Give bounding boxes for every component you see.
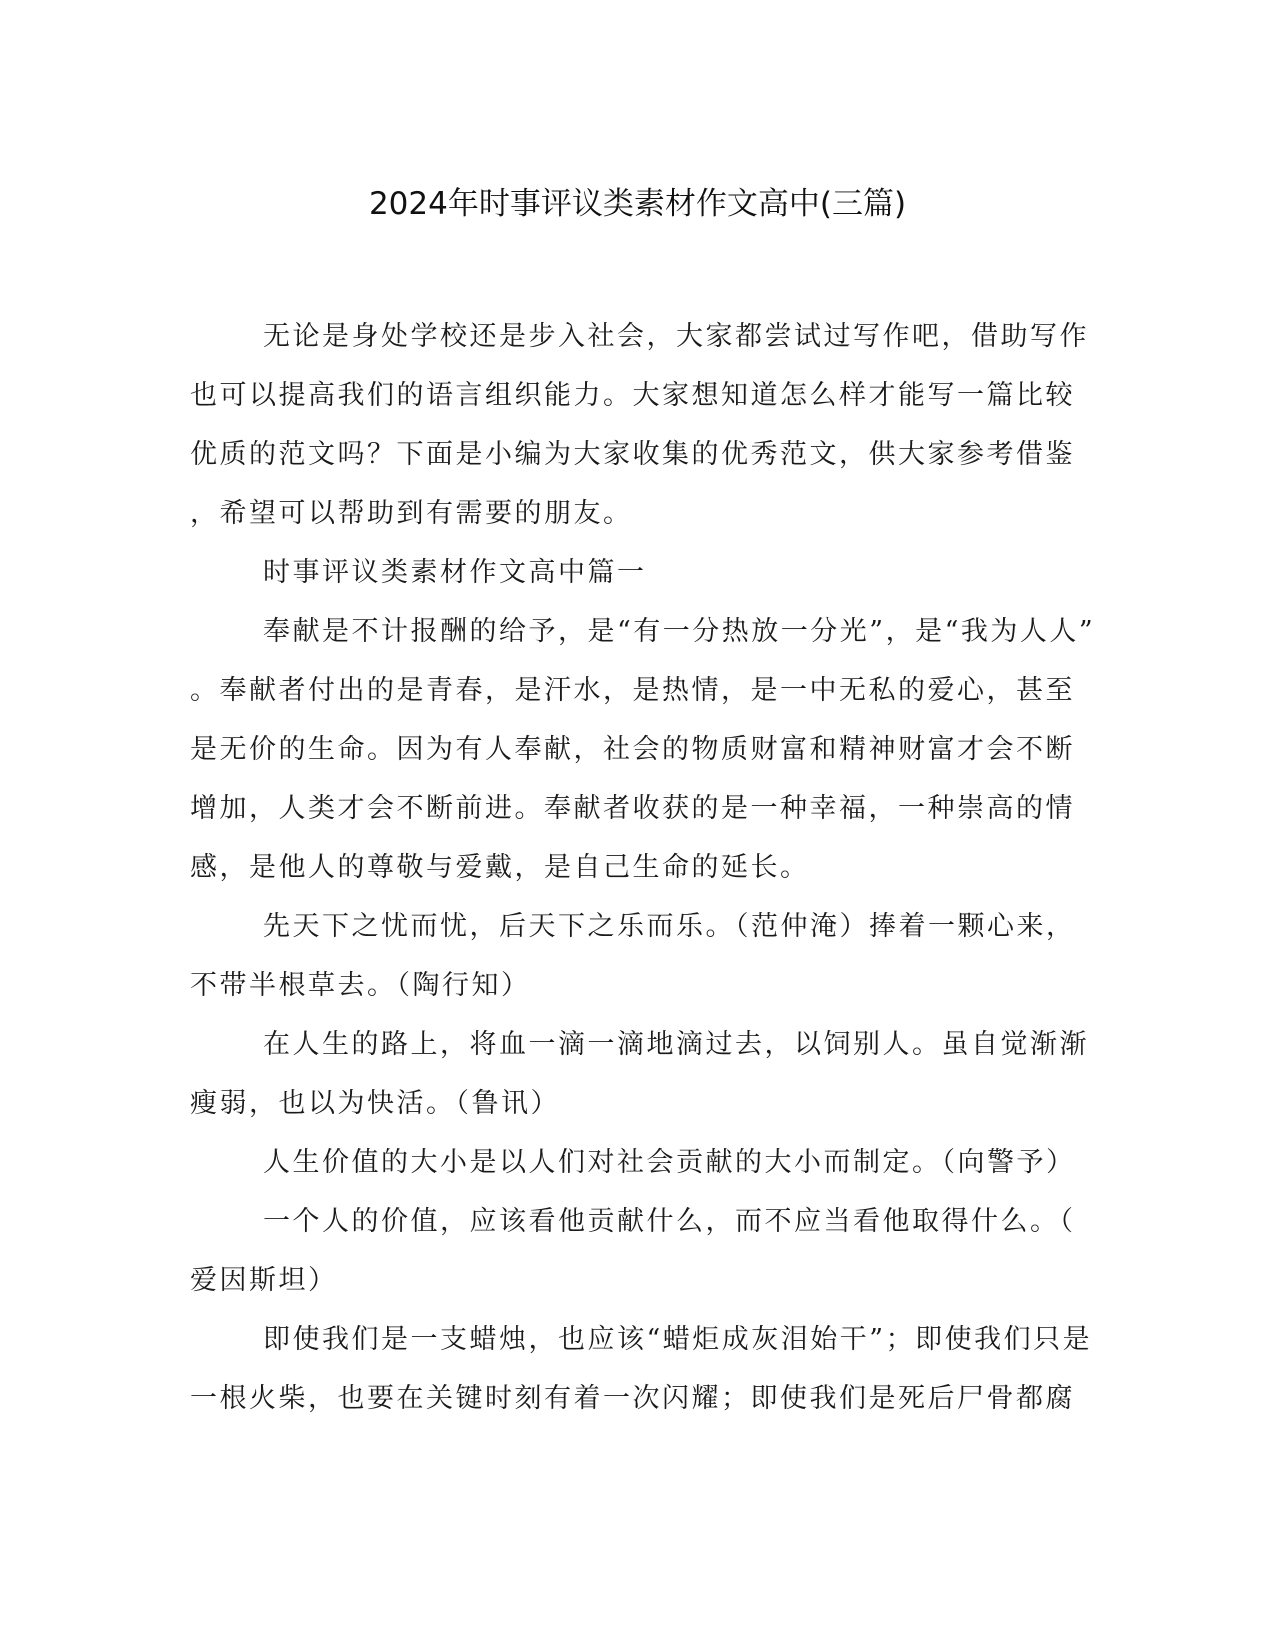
paragraph-line: 也可以提高我们的语言组织能力。大家想知道怎么样才能写一篇比较 xyxy=(190,380,1075,411)
paragraph-line: 爱因斯坦） xyxy=(190,1265,338,1296)
paragraph-line: 优质的范文吗？下面是小编为大家收集的优秀范文，供大家参考借鉴 xyxy=(190,439,1075,470)
paragraph-line: 无论是身处学校还是步入社会，大家都尝试过写作吧，借助写作 xyxy=(263,321,1089,352)
paragraph-line: 在人生的路上，将血一滴一滴地滴过去，以饲别人。虽自觉渐渐 xyxy=(263,1029,1089,1060)
paragraph-line: 增加，人类才会不断前进。奉献者收获的是一种幸福，一种崇高的情 xyxy=(190,793,1075,824)
paragraph-line: 人生价值的大小是以人们对社会贡献的大小而制定。（向警予） xyxy=(263,1147,1076,1178)
section-heading: 时事评议类素材作文高中篇一 xyxy=(263,557,647,588)
document-title: 2024年时事评议类素材作文高中(三篇) xyxy=(368,186,907,222)
paragraph-line: 。奉献者付出的是青春，是汗水，是热情，是一中无私的爱心，甚至 xyxy=(190,675,1075,706)
paragraph-line: ，希望可以帮助到有需要的朋友。 xyxy=(190,498,633,529)
paragraph-line: 即使我们是一支蜡烛，也应该“蜡炬成灰泪始干”；即使我们只是 xyxy=(263,1324,1093,1355)
paragraph-line: 是无价的生命。因为有人奉献，社会的物质财富和精神财富才会不断 xyxy=(190,734,1075,765)
paragraph-line: 不带半根草去。（陶行知） xyxy=(190,970,531,1001)
paragraph-line: 奉献是不计报酬的给予，是“有一分热放一分光”，是“我为人人” xyxy=(263,616,1096,647)
paragraph-line: 一根火柴，也要在关键时刻有着一次闪耀；即使我们是死后尸骨都腐 xyxy=(190,1383,1075,1414)
paragraph-line: 一个人的价值，应该看他贡献什么，而不应当看他取得什么。（ xyxy=(263,1206,1076,1237)
paragraph-line: 瘦弱，也以为快活。（鲁讯） xyxy=(190,1088,560,1119)
paragraph-line: 感，是他人的尊敬与爱戴，是自己生命的延长。 xyxy=(190,852,810,883)
paragraph-line: 先天下之忧而忧，后天下之乐而乐。（范仲淹）捧着一颗心来， xyxy=(263,911,1076,942)
